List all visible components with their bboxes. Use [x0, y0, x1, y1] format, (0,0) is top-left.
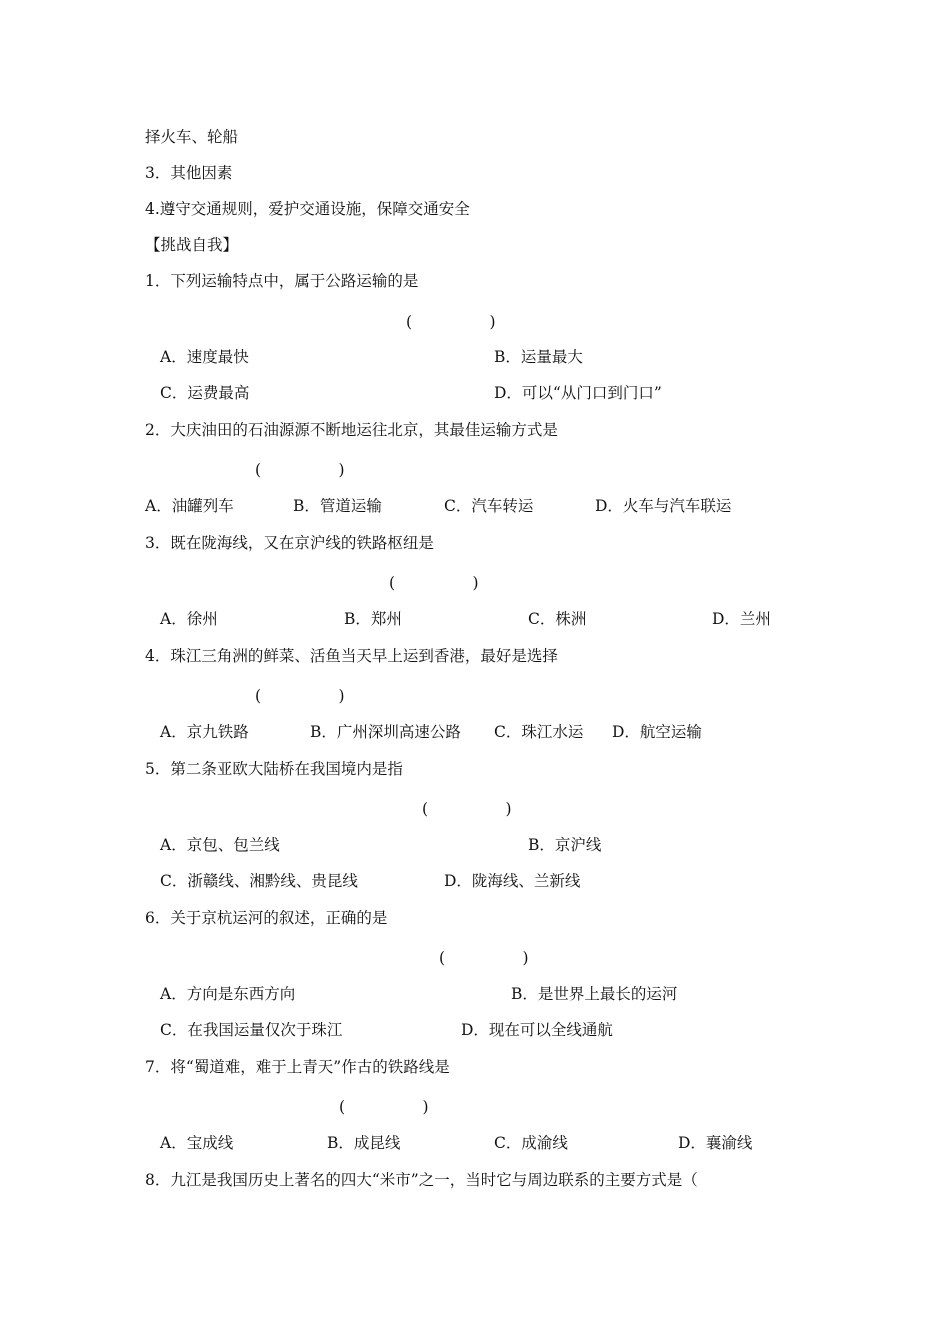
- question-3-option-b: B．郑州: [344, 610, 402, 628]
- question-1-option-d: D．可以“从门口到门口”: [494, 384, 662, 402]
- question-1-option-a: A．速度最快: [160, 348, 249, 366]
- question-5-option-d: D．陇海线、兰新线: [444, 872, 581, 890]
- question-2-option-a: A．油罐列车: [145, 497, 234, 515]
- question-6-option-a: A．方向是东西方向: [160, 985, 296, 1003]
- question-1-option-b: B．运量最大: [494, 348, 583, 366]
- question-3-option-d: D．兰州: [712, 610, 771, 628]
- question-5-answer-blank: ( ): [422, 800, 512, 818]
- question-7-option-c: C．成渝线: [494, 1134, 568, 1152]
- question-4-option-d: D．航空运输: [612, 723, 702, 741]
- question-6-stem: 6．关于京杭运河的叙述，正确的是: [145, 909, 388, 927]
- question-2-option-d: D．火车与汽车联运: [595, 497, 732, 515]
- intro-line-2: 3．其他因素: [145, 164, 233, 182]
- section-title: 【挑战自我】: [145, 236, 239, 254]
- intro-line-1: 择火车、轮船: [145, 128, 239, 146]
- question-7-option-d: D．襄渝线: [678, 1134, 753, 1152]
- question-6-answer-blank: ( ): [439, 949, 529, 967]
- question-4-answer-blank: ( ): [255, 687, 345, 705]
- question-2-option-b: B．管道运输: [293, 497, 382, 515]
- question-7-stem: 7．将“蜀道难，难于上青天”作古的铁路线是: [145, 1058, 450, 1076]
- question-5-stem: 5．第二条亚欧大陆桥在我国境内是指: [145, 760, 403, 778]
- question-2-answer-blank: ( ): [255, 461, 345, 479]
- question-5-option-c: C．浙赣线、湘黔线、贵昆线: [160, 872, 358, 890]
- question-7-option-a: A．宝成线: [160, 1134, 234, 1152]
- question-4-option-a: A．京九铁路: [160, 723, 249, 741]
- question-6-option-d: D．现在可以全线通航: [461, 1021, 613, 1039]
- question-3-option-c: C．株洲: [528, 610, 587, 628]
- question-7-answer-blank: ( ): [339, 1098, 429, 1116]
- question-1-option-c: C．运费最高: [160, 384, 250, 402]
- question-8-stem: 8．九江是我国历史上著名的四大“米市”之一，当时它与周边联系的主要方式是（: [145, 1171, 698, 1189]
- question-5-option-a: A．京包、包兰线: [160, 836, 280, 854]
- question-4-option-b: B．广州深圳高速公路: [310, 723, 461, 741]
- question-1-answer-blank: ( ): [406, 313, 496, 331]
- question-4-option-c: C．珠江水运: [494, 723, 584, 741]
- question-7-option-b: B．成昆线: [327, 1134, 401, 1152]
- question-6-option-c: C．在我国运量仅次于珠江: [160, 1021, 343, 1039]
- question-6-option-b: B．是世界上最长的运河: [511, 985, 678, 1003]
- question-5-option-b: B．京沪线: [528, 836, 602, 854]
- question-2-option-c: C．汽车转运: [444, 497, 534, 515]
- question-3-option-a: A．徐州: [160, 610, 218, 628]
- question-2-stem: 2．大庆油田的石油源源不断地运往北京，其最佳运输方式是: [145, 421, 558, 439]
- question-3-stem: 3．既在陇海线，又在京沪线的铁路枢纽是: [145, 534, 434, 552]
- intro-line-3: 4.遵守交通规则，爱护交通设施，保障交通安全: [145, 200, 470, 218]
- question-4-stem: 4．珠江三角洲的鲜菜、活鱼当天早上运到香港，最好是选择: [145, 647, 558, 665]
- question-3-answer-blank: ( ): [389, 574, 479, 592]
- question-1-stem: 1．下列运输特点中，属于公路运输的是: [145, 272, 419, 290]
